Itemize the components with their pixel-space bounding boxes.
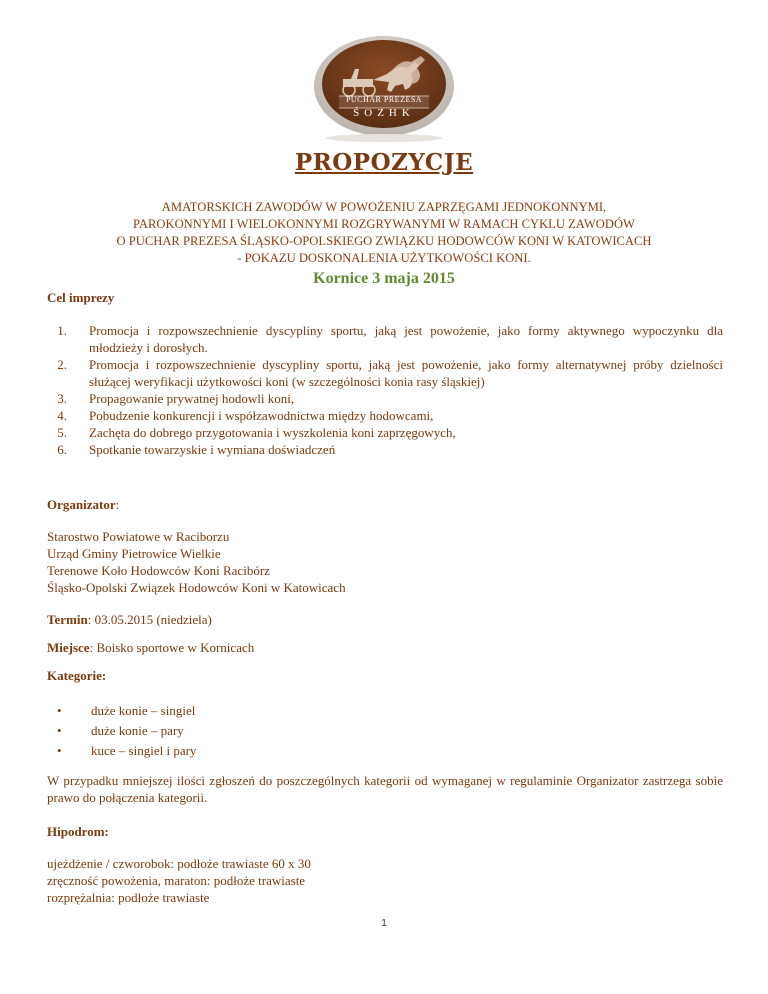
goal-number: 6. bbox=[57, 442, 67, 457]
goal-text: Promocja i rozpowszechnienie dyscypliny sportu, jaką jest powożenie, jako formy alternatywnej próby dzielności służącej weryfikacji użytkowości koni (w szczególności konia rasy śląskiej) bbox=[89, 357, 723, 389]
goal-text: Zachęta do dobrego przygotowania i wyszkolenia koni zaprzęgowych, bbox=[89, 425, 456, 440]
termin-label: Termin bbox=[47, 612, 88, 627]
page-number: 1 bbox=[381, 918, 387, 929]
page-title: PROPOZYCJE bbox=[294, 149, 474, 176]
bullet-icon: • bbox=[57, 703, 62, 718]
goal-item bbox=[47, 322, 723, 356]
miejsce-value: : Boisko sportowe w Kornicach bbox=[89, 640, 255, 655]
category-item bbox=[47, 701, 196, 721]
goal-text: Propagowanie prywatnej hodowli koni, bbox=[89, 391, 295, 406]
goal-number: 5. bbox=[57, 425, 67, 440]
organizator-line: Terenowe Koło Hodowców Koni Racibórz bbox=[47, 563, 270, 578]
goal-item bbox=[47, 407, 723, 424]
goal-item bbox=[47, 356, 723, 390]
pucher-prezesa-logo bbox=[311, 34, 457, 144]
goal-number: 1. bbox=[57, 323, 67, 338]
termin-value: : 03.05.2015 (niedziela) bbox=[87, 612, 212, 627]
goal-number: 4. bbox=[57, 408, 67, 423]
categories-list bbox=[47, 701, 196, 761]
subtitle-block bbox=[40, 199, 728, 267]
category-text: duże konie – pary bbox=[91, 723, 184, 738]
subtitle-line-4: - POKAZU DOSKONALENIA UŻYTKOWOŚCI KONI. bbox=[237, 251, 531, 265]
subtitle-line-3: O PUCHAR PREZESA ŚLĄSKO-OPOLSKIEGO ZWIĄZKU HODOWCÓW KONI W KATOWICACH bbox=[116, 234, 652, 248]
goal-text: Spotkanie towarzyskie i wymiana doświadczeń bbox=[89, 442, 336, 457]
logo-text-puchar: PUCHAR PREZESA bbox=[345, 95, 423, 104]
bullet-icon: • bbox=[57, 743, 62, 758]
goal-text: Pobudzenie konkurencji i współzawodnictwa między hodowcami, bbox=[89, 408, 434, 423]
organizator-list bbox=[47, 528, 346, 596]
cel-heading: Cel imprezy bbox=[47, 290, 115, 305]
organizator-line: Starostwo Powiatowe w Raciborzu bbox=[47, 529, 230, 544]
goal-number: 3. bbox=[57, 391, 67, 406]
organizator-label: Organizator bbox=[47, 497, 116, 512]
organizator-heading bbox=[47, 497, 119, 513]
category-text: kuce – singiel i pary bbox=[91, 743, 197, 758]
subtitle-line-2: PAROKONNYMI I WIELOKONNYMI ROZGRYWANYMI W RAMACH CYKLU ZAWODÓW bbox=[133, 217, 635, 231]
organizator-colon: : bbox=[115, 497, 120, 512]
event-date-line: Kornice 3 maja 2015 bbox=[313, 270, 455, 287]
goals-list bbox=[47, 322, 723, 458]
organizator-line: Śląsko-Opolski Związek Hodowców Koni w Katowicach bbox=[47, 580, 346, 595]
miejsce-row bbox=[47, 640, 254, 656]
category-text: duże konie – singiel bbox=[91, 703, 196, 718]
category-item bbox=[47, 741, 196, 761]
logo-text-sozhk: ŚOZHK bbox=[353, 107, 415, 119]
goal-item bbox=[47, 390, 723, 407]
hipodrom-line: zręczność powożenia, maraton: podłoże trawiaste bbox=[47, 873, 306, 888]
subtitle-line-1: AMATORSKICH ZAWODÓW W POWOŻENIU ZAPRZĘGAMI JEDNOKONNYMI, bbox=[161, 200, 607, 214]
kategorie-note: W przypadku mniejszej ilości zgłoszeń do poszczególnych kategorii od wymaganej w regulaminie Organizator zastrzega sobie prawo do połączenia kategorii. bbox=[47, 773, 723, 805]
miejsce-label: Miejsce bbox=[47, 640, 90, 655]
organizator-line: Urząd Gminy Pietrowice Wielkie bbox=[47, 546, 221, 561]
hipodrom-heading: Hipodrom: bbox=[47, 824, 109, 839]
bullet-icon: • bbox=[57, 723, 62, 738]
goal-number: 2. bbox=[57, 357, 67, 372]
hipodrom-list bbox=[47, 855, 311, 906]
hipodrom-line: rozprężalnia: podłoże trawiaste bbox=[47, 890, 210, 905]
goal-item bbox=[47, 441, 723, 458]
hipodrom-line: ujeżdżenie / czworobok: podłoże trawiaste 60 x 30 bbox=[47, 856, 311, 871]
kategorie-heading: Kategorie: bbox=[47, 668, 107, 683]
category-item bbox=[47, 721, 196, 741]
goal-item bbox=[47, 424, 723, 441]
logo-emblem bbox=[311, 34, 457, 144]
goal-text: Promocja i rozpowszechnienie dyscypliny sportu, jaką jest powożenie, jako formy aktywnego wypoczynku dla młodzieży i dorosłych. bbox=[89, 323, 723, 355]
termin-row bbox=[47, 612, 212, 628]
